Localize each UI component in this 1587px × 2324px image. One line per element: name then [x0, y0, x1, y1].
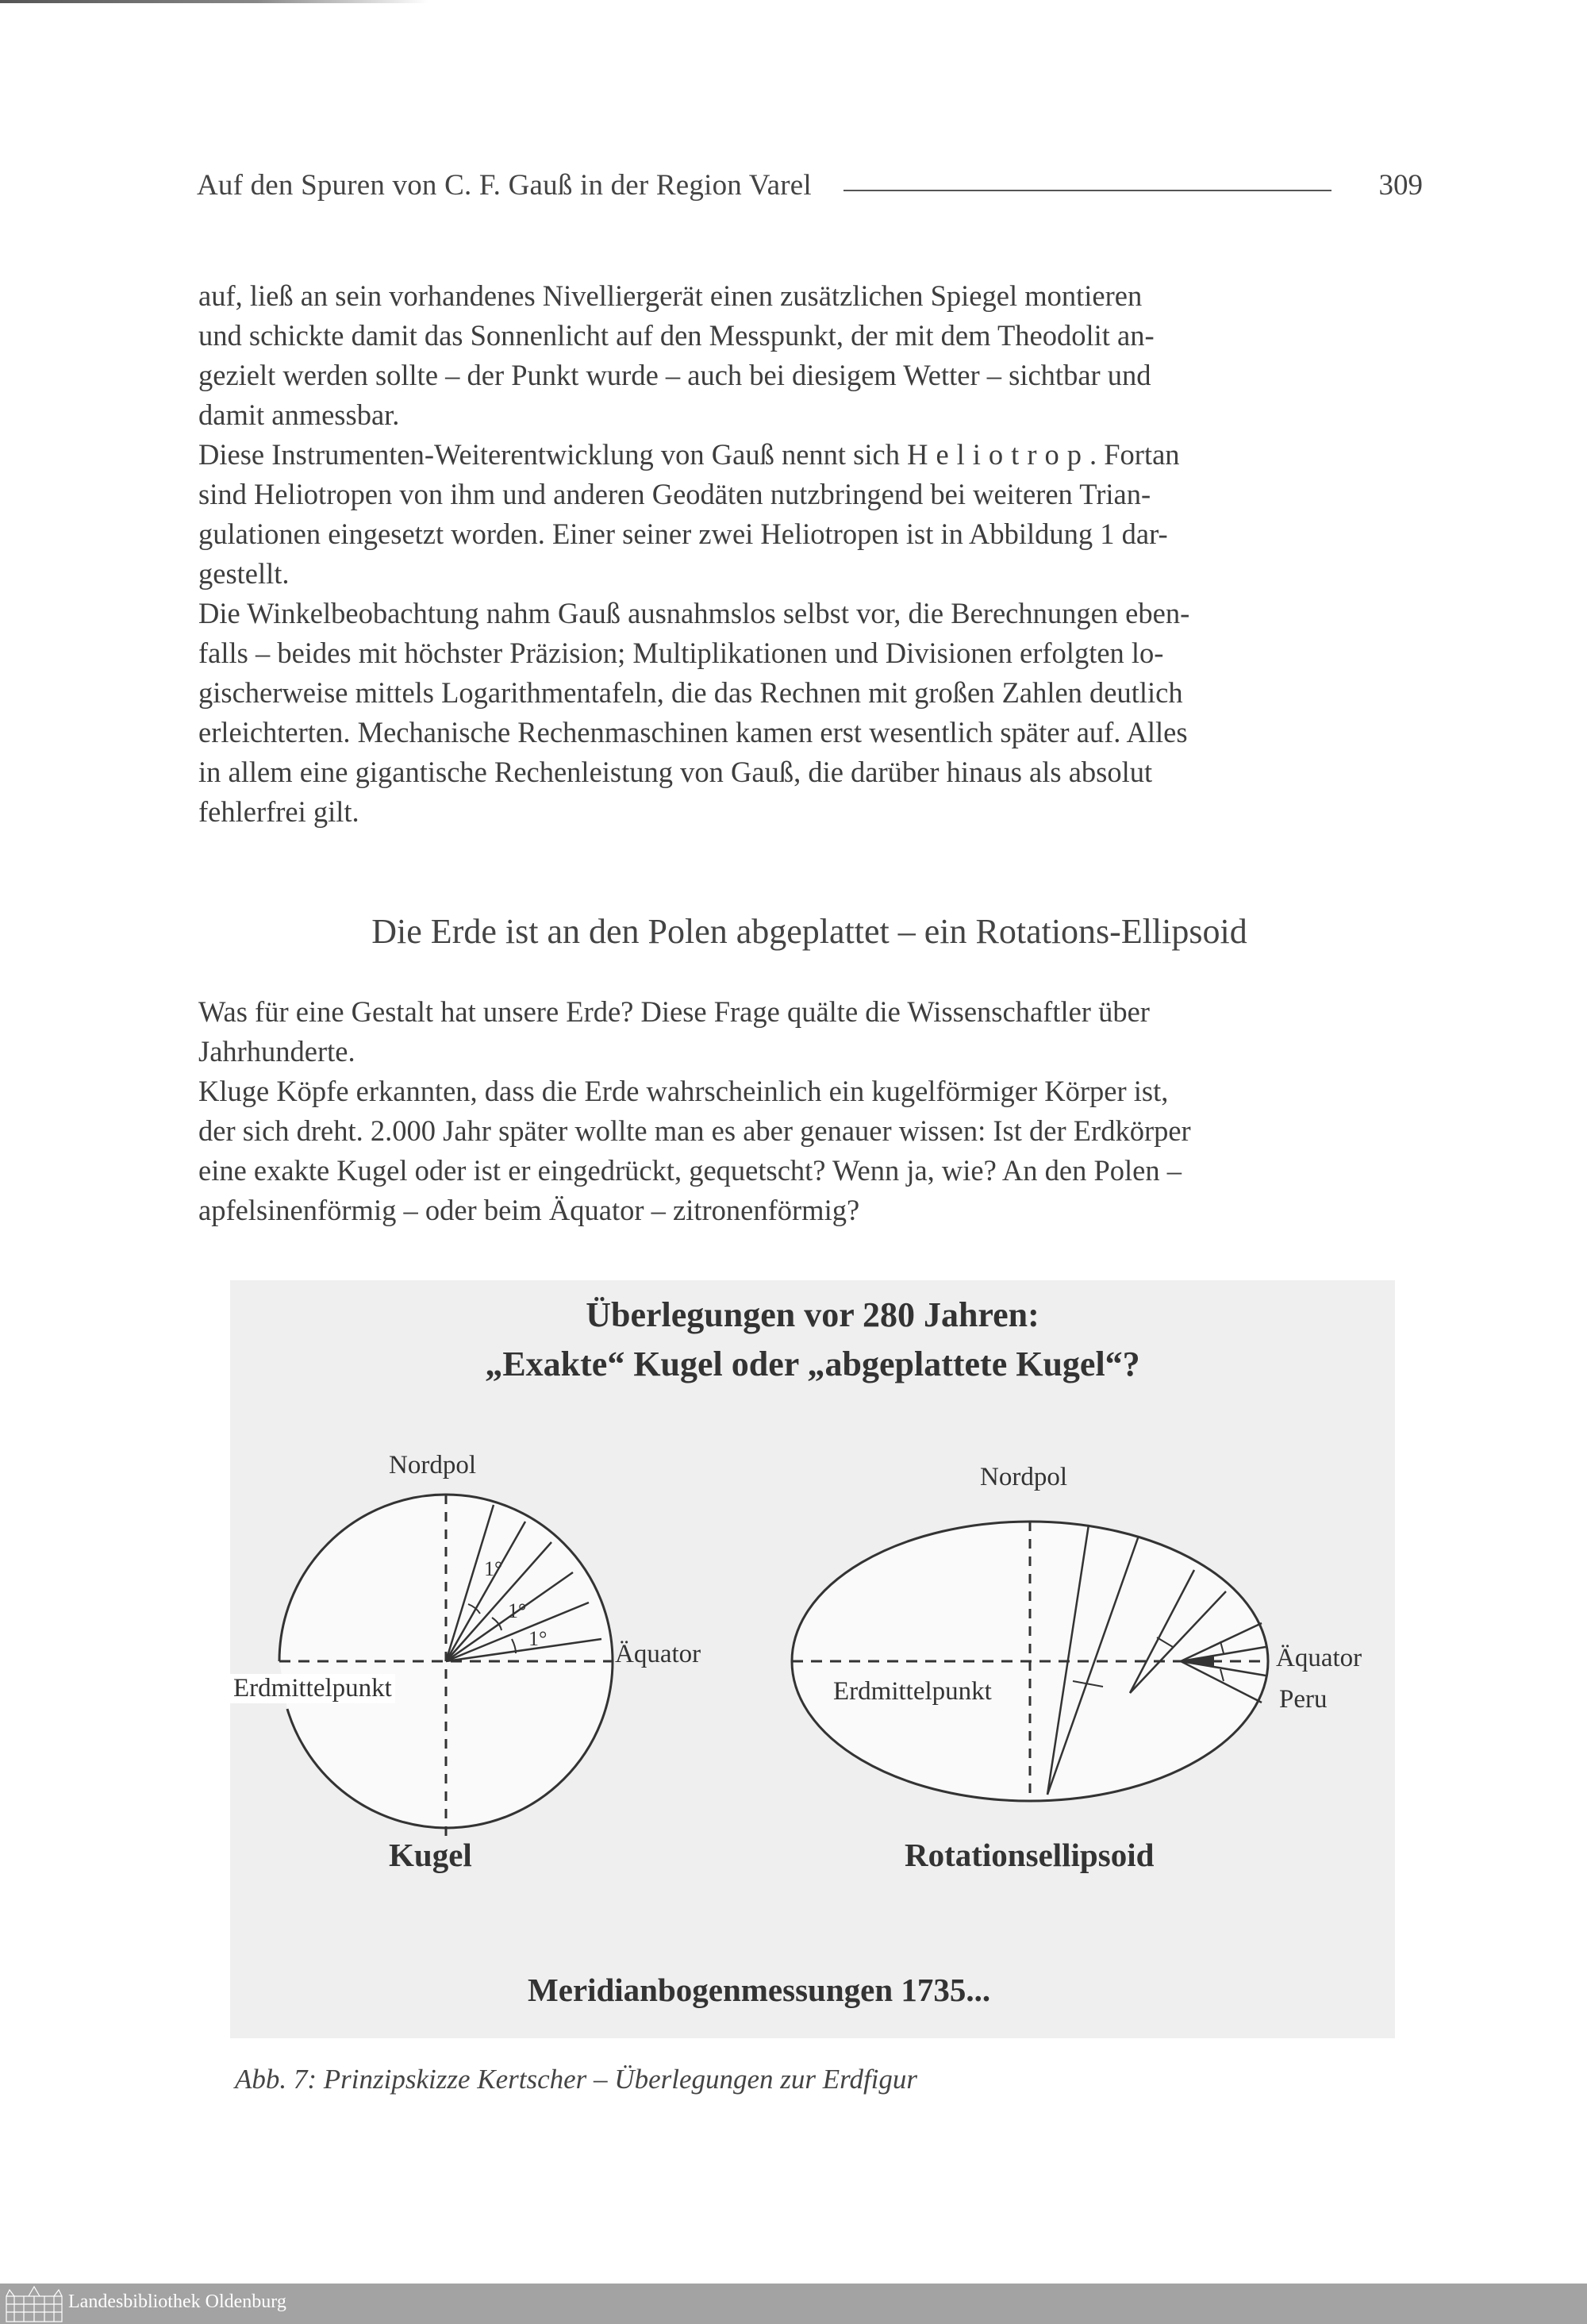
text-line: Jahrhunderte. [198, 1035, 355, 1068]
text-fragment: Diese Instrumenten-Weiterentwicklung von Gauß nennt sich [198, 438, 908, 471]
angle-label: 1° [508, 1599, 527, 1622]
sphere-name-label: Kugel [389, 1837, 472, 1873]
library-footer-bar [0, 2284, 1587, 2324]
section-heading: Die Erde ist an den Polen abgeplattet – ein Rotations-Ellipsoid [371, 912, 1247, 951]
page-number: 309 [1378, 169, 1423, 202]
text-line: Was für eine Gestalt hat unsere Erde? Diese Frage quälte die Wissenschaftler über [198, 995, 1150, 1028]
text-line: Kluge Köpfe erkannten, dass die Erde wahrscheinlich ein kugelförmiger Körper ist, [198, 1075, 1169, 1107]
text-line: gulationen eingesetzt worden. Einer seiner zwei Heliotropen ist in Abbildung 1 dar- [198, 518, 1168, 550]
text-line: gischerweise mittels Logarithmentafeln, die das Rechnen mit großen Zahlen deutlich [198, 676, 1183, 709]
ellipsoid-diagram [792, 1522, 1268, 1801]
angle-label: 1° [484, 1557, 503, 1580]
body-paragraphs-section [198, 992, 1420, 1230]
running-header [197, 168, 1423, 213]
text-fragment: . Fortan [1089, 438, 1180, 471]
figure-earth-shape [230, 1280, 1395, 2038]
ellipsoid-name-label: Rotationsellipsoid [905, 1837, 1155, 1873]
figure-diagram [230, 1280, 1395, 2038]
text-line: sind Heliotropen von ihm und anderen Geodäten nutzbringend bei weiteren Trian- [198, 478, 1151, 510]
running-title: Auf den Spuren von C. F. Gauß in der Region Varel [197, 169, 812, 202]
text-line-heliotrop [198, 435, 1420, 475]
library-name: Landesbibliothek Oldenburg [68, 2291, 286, 2312]
body-paragraphs-top [198, 276, 1420, 832]
figure-title-line1: Überlegungen vor 280 Jahren: [586, 1295, 1039, 1334]
library-building-icon [5, 2285, 63, 2322]
text-line: falls – beides mit höchster Präzision; Multiplikationen und Divisionen erfolgten lo- [198, 637, 1164, 669]
text-line: auf, ließ an sein vorhandenes Nivelliergerät einen zusätzlichen Spiegel montieren [198, 279, 1143, 312]
emphasized-term: Heliotrop [907, 438, 1089, 471]
ellipsoid-peru-label: Peru [1279, 1685, 1328, 1714]
ellipsoid-equator-label: Äquator [1276, 1644, 1362, 1672]
ellipsoid-center-label: Erdmittelpunkt [833, 1677, 992, 1706]
sphere-equator-label: Äquator [615, 1640, 701, 1668]
header-rule [843, 190, 1331, 191]
text-line: der sich dreht. 2.000 Jahr später wollte man es aber genauer wissen: Ist der Erdkörper [198, 1114, 1191, 1147]
text-line: gestellt. [198, 557, 290, 590]
sphere-diagram [279, 1495, 613, 1836]
text-line: Die Winkelbeobachtung nahm Gauß ausnahmslos selbst vor, die Berechnungen eben- [198, 597, 1190, 629]
text-line: apfelsinenförmig – oder beim Äquator – zitronenförmig? [198, 1194, 860, 1226]
text-line: fehlerfrei gilt. [198, 795, 359, 828]
text-line: und schickte damit das Sonnenlicht auf den Messpunkt, der mit dem Theodolit an- [198, 319, 1155, 352]
figure-caption: Abb. 7: Prinzipskizze Kertscher – Überlegungen zur Erdfigur [235, 2064, 918, 2095]
scan-edge-artifact [0, 0, 428, 3]
text-line: in allem eine gigantische Rechenleistung von Gauß, die darüber hinaus als absolut [198, 756, 1153, 788]
figure-footer-text: Meridianbogenmessungen 1735... [528, 1972, 991, 2008]
figure-title-line2: „Exakte“ Kugel oder „abgeplattete Kugel“? [485, 1345, 1140, 1383]
sphere-north-pole-label: Nordpol [389, 1451, 476, 1479]
text-line: damit anmessbar. [198, 398, 400, 431]
ellipsoid-north-pole-label: Nordpol [980, 1463, 1067, 1491]
text-line: gezielt werden sollte – der Punkt wurde – auch bei diesigem Wetter – sichtbar und [198, 359, 1151, 391]
text-line: erleichterten. Mechanische Rechenmaschinen kamen erst wesentlich später auf. Alles [198, 716, 1188, 748]
sphere-center-label: Erdmittelpunkt [230, 1674, 395, 1703]
text-line: eine exakte Kugel oder ist er eingedrückt, gequetscht? Wenn ja, wie? An den Polen – [198, 1154, 1182, 1187]
angle-label: 1° [528, 1627, 548, 1650]
